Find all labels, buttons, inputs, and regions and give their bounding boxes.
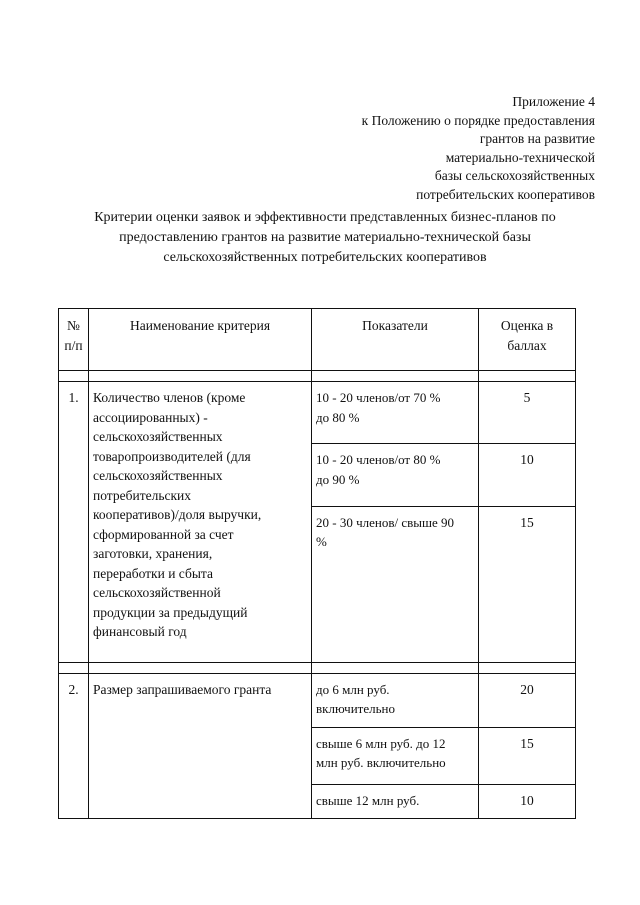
appendix-line: грантов на развитие: [479, 131, 595, 147]
spacer-cell: [59, 371, 89, 382]
title-line: сельскохозяйственных потребительских кооперативов: [163, 250, 487, 265]
appendix-line: к Положению о порядке предоставления: [361, 112, 595, 128]
spacer-cell: [89, 371, 312, 382]
criterion-name-line: заготовки, хранения,: [93, 546, 213, 561]
criterion-name-line: потребительских: [93, 487, 192, 503]
spacer-cell: [479, 662, 576, 673]
table-header-row: [59, 309, 576, 371]
document-title: [40, 208, 610, 268]
table-row: [59, 673, 576, 727]
spacer-cell: [59, 662, 89, 673]
indicator-cell: [312, 784, 479, 819]
score-cell: 10: [479, 784, 576, 819]
indicator-line: 10 - 20 членов/от 70 %: [316, 390, 441, 405]
header-score-line: баллах: [507, 337, 547, 353]
header-num-line: №: [67, 318, 80, 333]
header-name: [89, 309, 312, 371]
appendix-line: потребительских кооперативов: [416, 186, 595, 202]
score-cell: 15: [479, 727, 576, 784]
header-score-line: Оценка в: [500, 318, 554, 333]
criterion-name-line: переработки и сбыта: [93, 565, 213, 581]
criterion-name-line: сельскохозяйственных: [93, 429, 223, 444]
criterion-name-line: продукции за предыдущий: [93, 604, 248, 620]
criterion-name-line: сельскохозяйственной: [93, 585, 221, 600]
criterion-name-line: ассоциированных) -: [93, 409, 208, 425]
header-indicators-line: Показатели: [362, 318, 428, 333]
indicator-line: до 90 %: [316, 471, 360, 487]
indicator-line: до 6 млн руб.: [316, 681, 390, 697]
indicator-line: 20 - 30 членов/ свыше 90: [316, 514, 455, 530]
criterion-name-line: сельскохозяйственных: [93, 468, 223, 483]
criterion-name-line: Количество членов (кроме: [93, 390, 246, 405]
indicator-cell: [312, 727, 479, 784]
spacer-cell: [312, 662, 479, 673]
criterion-name-line: сформированной за счет: [93, 526, 234, 542]
appendix-line: Приложение 4: [512, 94, 595, 109]
score-cell: 15: [479, 506, 576, 662]
indicator-line: свыше 12 млн руб.: [316, 792, 420, 808]
table-row: [59, 382, 576, 444]
header-num: [59, 309, 89, 371]
criterion-name-line: Размер запрашиваемого гранта: [93, 681, 272, 697]
indicator-cell: [312, 444, 479, 506]
header-score: [479, 309, 576, 371]
indicator-cell: [312, 673, 479, 727]
criterion-name-line: товаропроизводителей (для: [93, 448, 251, 464]
appendix-line: материально-технической: [445, 149, 595, 165]
indicator-line: 10 - 20 членов/от 80 %: [316, 452, 441, 468]
spacer-row: [59, 371, 576, 382]
score-cell: 20: [479, 673, 576, 727]
row-number: 2.: [59, 673, 89, 819]
score-cell: 10: [479, 444, 576, 506]
spacer-row: [59, 662, 576, 673]
title-line: предоставлению грантов на развитие материально-технической базы: [119, 230, 531, 245]
criterion-name-line: финансовый год: [93, 624, 187, 639]
criterion-name-line: кооперативов)/доля выручки,: [93, 507, 262, 522]
criteria-table: [58, 308, 576, 819]
indicator-cell: [312, 382, 479, 444]
header-name-line: Наименование критерия: [129, 318, 271, 333]
appendix-line: базы сельскохозяйственных: [434, 168, 595, 184]
criterion-name: [89, 382, 312, 663]
indicator-line: млн руб. включительно: [316, 755, 446, 770]
indicator-cell: [312, 506, 479, 662]
spacer-cell: [312, 371, 479, 382]
header-indicators: [312, 309, 479, 371]
indicator-line: %: [316, 534, 327, 550]
appendix-block: [265, 93, 595, 205]
indicator-line: включительно: [316, 701, 395, 716]
spacer-cell: [479, 371, 576, 382]
title-line: Критерии оценки заявок и эффективности представленных бизнес-планов по: [94, 210, 556, 225]
indicator-line: до 80 %: [316, 409, 360, 425]
score-cell: 5: [479, 382, 576, 444]
header-num-line: п/п: [64, 337, 83, 353]
indicator-line: свыше 6 млн руб. до 12: [316, 735, 446, 751]
row-number: 1.: [59, 382, 89, 663]
criterion-name: [89, 673, 312, 819]
spacer-cell: [89, 662, 312, 673]
